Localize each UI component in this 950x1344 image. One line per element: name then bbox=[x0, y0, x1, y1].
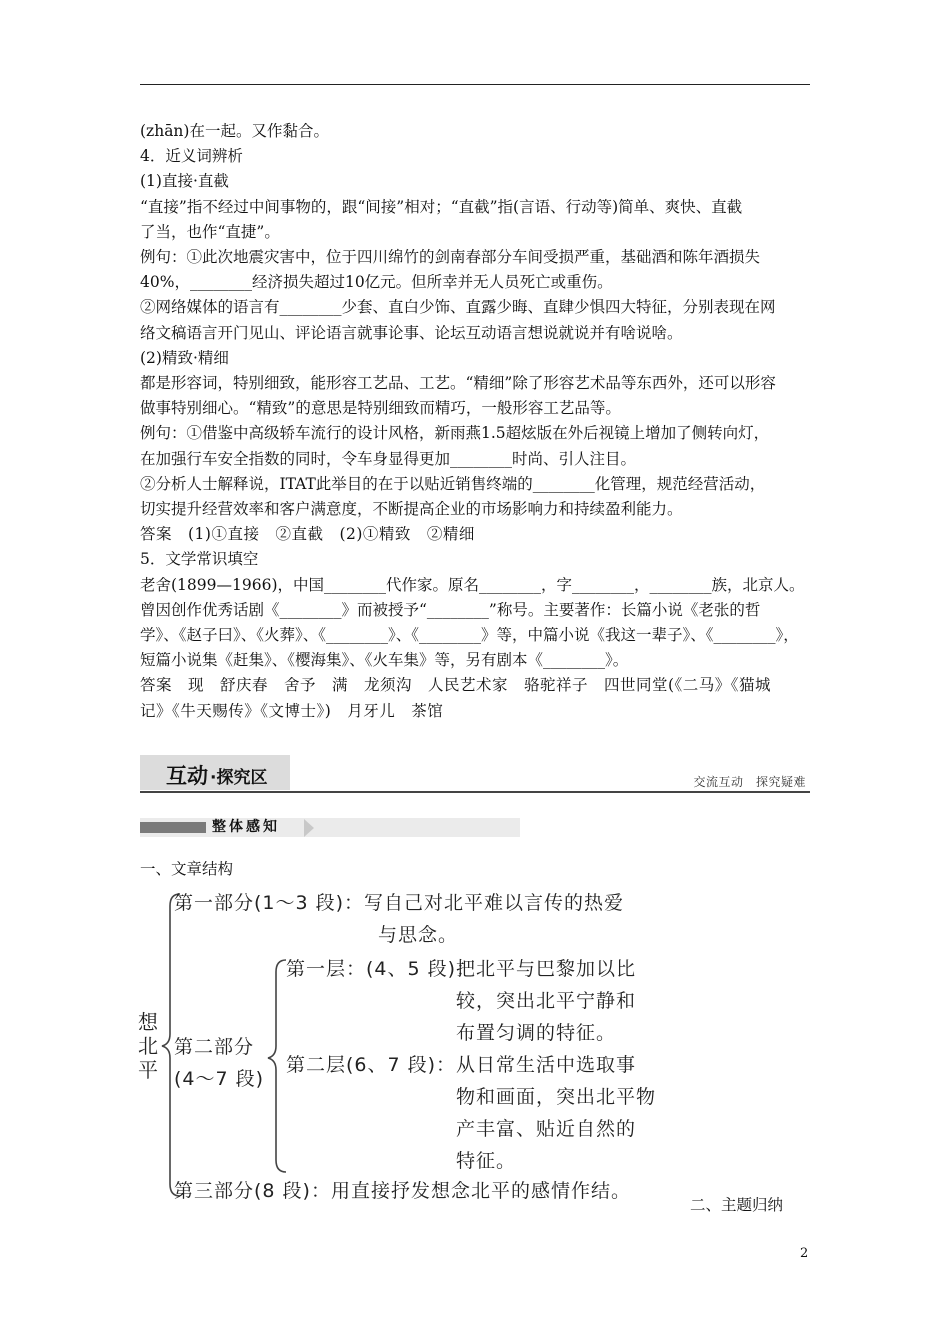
structure-diagram bbox=[136, 884, 676, 1208]
layer2-line4: 特征。 bbox=[456, 1150, 517, 1172]
section-title-sub: ·探究区 bbox=[210, 768, 268, 788]
section-rule bbox=[140, 791, 810, 793]
body-line: 老舍(1899—1966)，中国________代作家。原名________，字________，________族，北京人。 bbox=[140, 575, 805, 594]
layer1-label: 第一层：(4、5 段)： bbox=[286, 958, 477, 980]
body-line: ②分析人士解释说，ITAT此举目的在于以贴近销售终端的________化管理，规范经营活动， bbox=[140, 474, 766, 493]
body-line: 5．文学常识填空 bbox=[140, 550, 259, 569]
body-line: ②网络媒体的语言有________少套、直白少饰、直露少晦、直肆少惧四大特征，分别表现在网 bbox=[140, 298, 776, 317]
body-line: 络文稿语言开门见山、评论语言就事论事、论坛互动语言想说就说并有啥说啥。 bbox=[140, 323, 683, 342]
body-line: 在加强行车安全指数的同时，令车身显得更加________时尚、引人注目。 bbox=[140, 449, 637, 468]
document-body bbox=[140, 119, 812, 724]
diagram-root: 想北平 bbox=[138, 1010, 158, 1082]
subsection-label: 整体感知 bbox=[212, 819, 280, 835]
layer2-line3: 产丰富、贴近自然的 bbox=[456, 1118, 637, 1140]
layer2-line1: 从日常生活中选取事 bbox=[456, 1054, 637, 1076]
section-tagline: 交流互动 探究疑难 bbox=[693, 775, 806, 789]
body-line: (1)直接·直截 bbox=[140, 172, 229, 191]
section-title bbox=[166, 760, 267, 790]
body-line: “直接”指不经过中间事物的，跟“间接”相对；“直截”指(言语、行动等)简单、爽快、直截 bbox=[140, 197, 743, 216]
part2-line2: (4～7 段) bbox=[174, 1068, 265, 1090]
answer-line: 答案 现 舒庆春 舍予 满 龙须沟 人民艺术家 骆驼祥子 四世同堂(《二马》《猫城 bbox=[140, 676, 772, 695]
body-line: 4．近义词辨析 bbox=[140, 147, 243, 166]
part1-line1: 第一部分(1～3 段)：写自己对北平难以言传的热爱 bbox=[174, 892, 625, 914]
layer1-line3: 布置匀调的特征。 bbox=[456, 1022, 617, 1044]
header-rule bbox=[140, 84, 810, 85]
subsection-header bbox=[140, 818, 520, 837]
layer1-line2: 较，突出北平宁静和 bbox=[456, 990, 637, 1012]
body-line: (2)精致·精细 bbox=[140, 348, 229, 367]
theme-heading: 二、主题归纳 bbox=[690, 1196, 784, 1214]
layer1-line1: 把北平与巴黎加以比 bbox=[456, 958, 637, 980]
layer2-label: 第二层(6、7 段)： bbox=[286, 1054, 457, 1076]
body-line: 学》、《赵子曰》、《火葬》、《________》、《________》等，中篇小说《我这一辈子》、《________》， bbox=[140, 626, 799, 645]
body-line: 40%，________经济损失超过10亿元。但所幸并无人员死亡或重伤。 bbox=[140, 273, 613, 292]
body-line: 例句：①此次地震灾害中，位于四川绵竹的剑南春部分车间受损严重，基础酒和陈年酒损失 bbox=[140, 248, 761, 267]
section-header bbox=[140, 747, 810, 793]
section-title-main: 互动 bbox=[166, 764, 208, 788]
structure-heading: 一、文章结构 bbox=[140, 860, 234, 878]
body-line: 都是形容词，特别细致，能形容工艺品、工艺。“精细”除了形容艺术品等东西外，还可以形容 bbox=[140, 374, 776, 393]
subsection-marker bbox=[140, 822, 206, 833]
answer-line: 记》《牛天赐传》《文博士》) 月牙儿 茶馆 bbox=[140, 701, 444, 720]
page-number: 2 bbox=[800, 1246, 809, 1261]
body-line: 例句：①借鉴中高级轿车流行的设计风格，新雨燕1.5超炫版在外后视镜上增加了侧转向灯， bbox=[140, 424, 770, 443]
body-line: 曾因创作优秀话剧《________》而被授予“________”称号。主要著作：长篇小说《老张的哲 bbox=[140, 600, 761, 619]
chevron-right-icon bbox=[304, 819, 314, 837]
layer2-line2: 物和画面，突出北平物 bbox=[456, 1086, 657, 1108]
body-line: (zhān)在一起。又作黏合。 bbox=[140, 122, 329, 140]
body-line: 切实提升经营效率和客户满意度，不断提高企业的市场影响力和持续盈利能力。 bbox=[140, 500, 683, 519]
part1-line2: 与思念。 bbox=[378, 924, 459, 946]
answer-line: 答案 (1)①直接 ②直截 (2)①精致 ②精细 bbox=[140, 525, 475, 544]
body-line: 短篇小说集《赶集》、《樱海集》、《火车集》等，另有剧本《________》。 bbox=[140, 651, 629, 670]
body-line: 了当，也作“直捷”。 bbox=[140, 222, 280, 241]
part3-line: 第三部分(8 段)：用直接抒发想念北平的感情作结。 bbox=[174, 1180, 631, 1202]
part2-line1: 第二部分 bbox=[174, 1036, 255, 1058]
body-line: 做事特别细心。“精致”的意思是特别细致而精巧，一般形容工艺品等。 bbox=[140, 399, 621, 418]
